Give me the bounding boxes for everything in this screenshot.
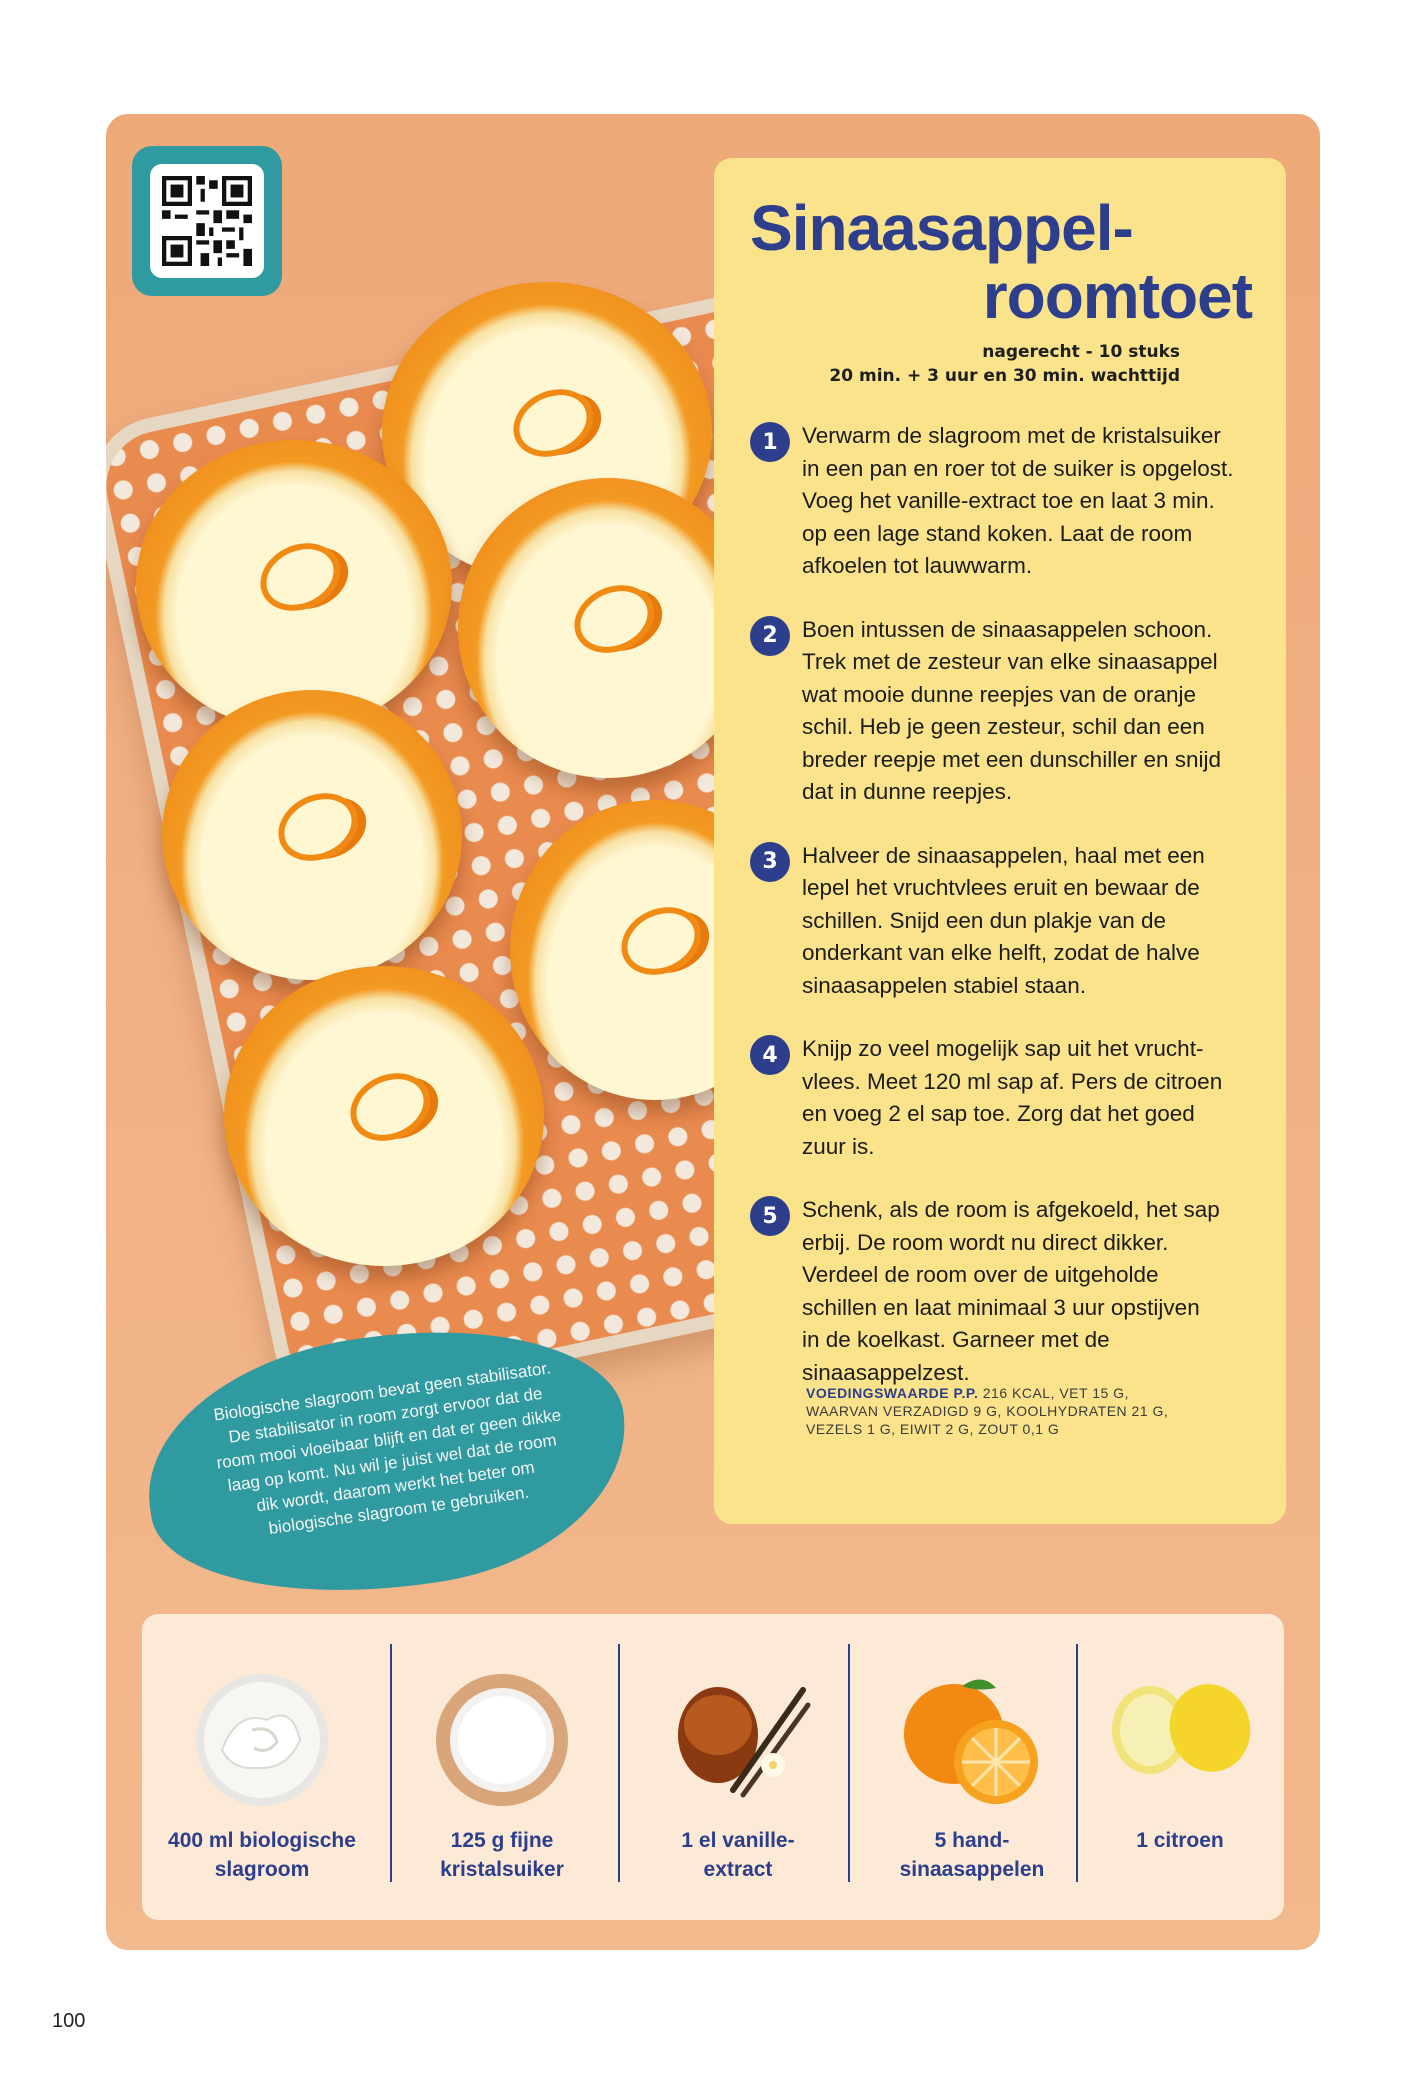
divider [618,1644,620,1882]
orange-half [224,966,544,1266]
title-line-1: Sinaasappel- [750,192,1133,264]
step-number: 1 [750,422,790,462]
ingredient-vanille [628,1614,848,1920]
qr-code[interactable] [132,146,282,296]
vanilla-extract-icon [663,1670,813,1800]
recipe-page [106,114,1320,1950]
divider [1076,1644,1078,1882]
tip-text: Biologische slagroom bevat geen stabilisator. De stabilisator in room zorgt ervoor dat de room mooi vloeibaar blijft en dat er geen dikke laag op komt. Nu wil je juist wel dat de room dik wordt, daarom werkt het beter om biologische slagroom te gebruiken. [212,1358,563,1539]
nutrition-label: VOEDINGSWAARDE P.P. [806,1385,979,1401]
step-3 [750,840,1270,1003]
step-5 [750,1194,1270,1389]
ingredient-label: 5 hand- sinaasappelen [899,1829,1045,1881]
ingredient-label: 400 ml biologische slagroom [168,1829,356,1881]
step-text: Halveer de sinaasappelen, haal met een lepel het vruchtvlees eruit en bewaar de schillen. Snijd een dun plakje van de onderkant van elke helft, zodat de halve sinaasappelen stabiel staan. [802,842,1205,998]
page-number: 100 [52,2010,86,2032]
ingredient-label: 1 citroen [1136,1829,1224,1852]
recipe-course: nagerecht - 10 stuks [982,342,1180,362]
orange-half [162,690,462,980]
ingredient-bar [142,1614,1284,1920]
ingredient-citroen [1090,1614,1270,1920]
step-text: Knijp zo veel mogelijk sap uit het vrucht- vlees. Meet 120 ml sap af. Pers de citroen en voeg 2 el sap toe. Zorg dat het goed zuur is. [802,1036,1223,1159]
orange-half [136,440,452,730]
step-text: Boen intussen de sinaasappelen schoon. Trek met de zesteur van elke sinaasappel wat mooie dunne reepjes van de oranje schil. Heb je geen zesteur, schil dan een breder reepje met een dunschiller en snijd dat in dunne reepjes. [802,616,1221,804]
step-number: 3 [750,842,790,882]
ingredient-label: 125 g fijne kristalsuiker [440,1829,564,1881]
step-number: 4 [750,1035,790,1075]
step-1 [750,420,1270,583]
recipe-card [714,158,1286,1524]
orange-half [458,478,758,778]
ingredient-suiker [402,1614,602,1920]
ingredient-sinaasappelen [862,1614,1082,1920]
step-number: 5 [750,1196,790,1236]
title-line-2: roomtoet [982,260,1252,332]
orange-icon [892,1670,1052,1810]
step-number: 2 [750,616,790,656]
nutrition-values: 216 KCAL, VET 15 G, WAARVAN VERZADIGD 9 G, KOOLHYDRATEN 21 G, VEZELS 1 G, EIWIT 2 G, ZOUT 0,1 G [806,1385,1169,1437]
recipe-time: 20 min. + 3 uur en 30 min. wachttijd [829,366,1180,386]
divider [390,1644,392,1882]
step-text: Schenk, als de room is afgekoeld, het sap erbij. De room wordt nu direct dikker. Verdeel de room over de uitgeholde schillen en laat minimaal 3 uur opstijven in de koelkast. Garneer met de sinaasappelzest. [802,1197,1220,1385]
step-text: Verwarm de slagroom met de kristalsuiker in een pan en roer tot de suiker is opgelost. Voeg het vanille-extract toe en laat 3 min. op een lage stand koken. Laat de room afkoelen tot lauwwarm. [802,423,1234,578]
step-list [750,420,1270,1420]
nutrition-info [806,1384,1226,1438]
divider [848,1644,850,1882]
sugar-bowl-icon [432,1670,572,1810]
ingredient-label: 1 el vanille- extract [681,1829,795,1881]
lemon-icon [1105,1670,1255,1780]
whipped-cream-icon [192,1670,332,1810]
qr-code-icon [162,176,252,266]
ingredient-slagroom [162,1614,362,1920]
step-2 [750,614,1270,809]
recipe-title [750,194,1260,330]
step-4 [750,1033,1270,1163]
